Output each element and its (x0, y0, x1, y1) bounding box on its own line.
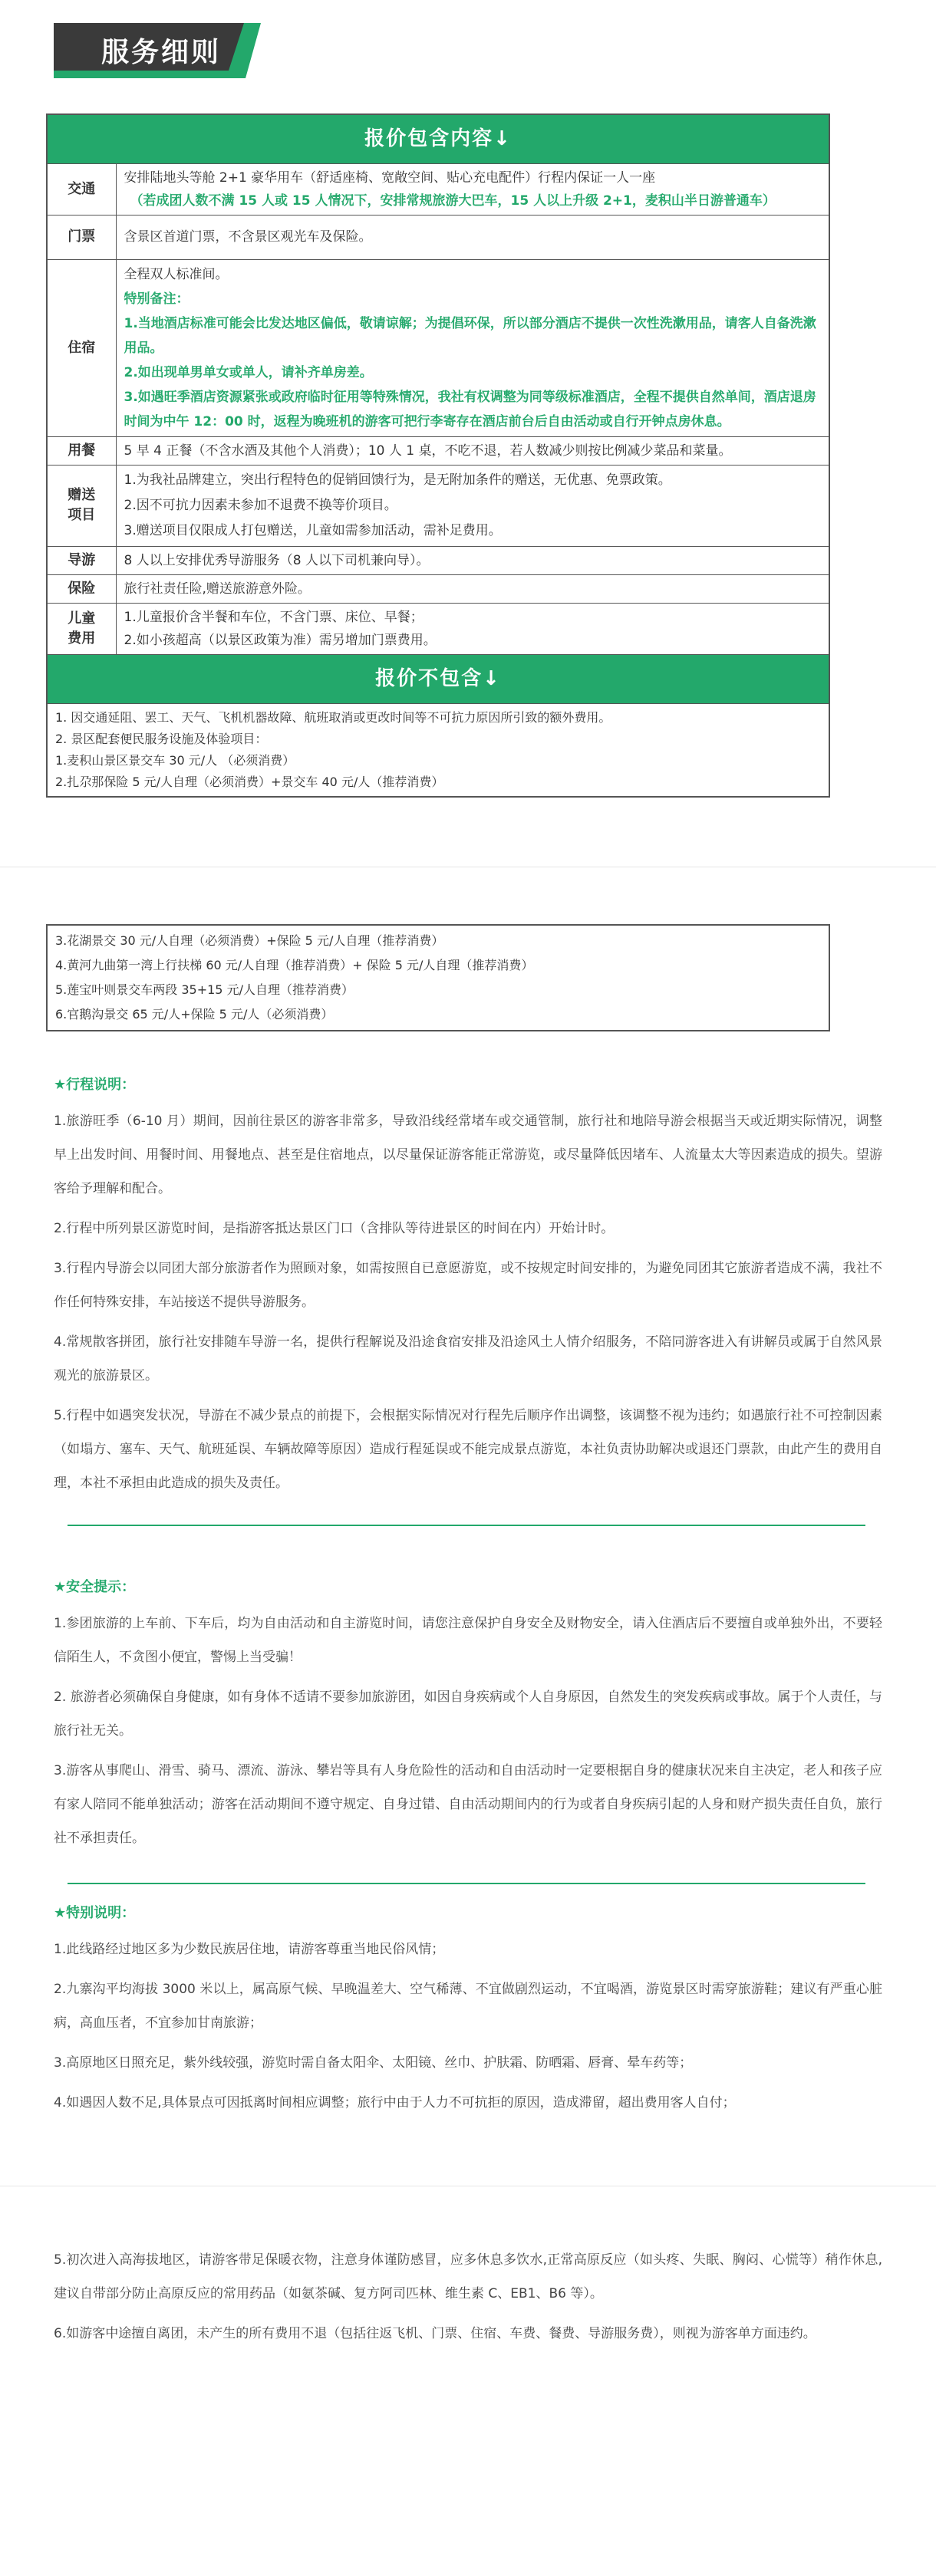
child-line2: 2.如小孩超高（以景区政策为准）需另增加门票费用。 (124, 632, 437, 648)
row-hotel (47, 259, 829, 436)
row-gift (47, 465, 829, 546)
special-p1: 1.此线路经过地区多为少数民族居住地，请游客尊重当地民俗风情； (54, 1942, 445, 1957)
special-p4: 4.如遇因人数不足,具体景点可因抵离时间相应调整；旅行中由于人力不可抗拒的原因，造成滞留，超出费用客人自付； (54, 2095, 736, 2110)
safety-p1: 1.参团旅游的上车前、下车后，均为自由活动和自主游览时间，请您注意保护自身安全及财物安全，请入住酒店后不要擅自或单独外出，不要轻信陌生人，不贪图小便宜，警惕上当受骗！ (54, 1616, 882, 1665)
row-ticket (47, 215, 829, 259)
hotel-note1: 1.当地酒店标准可能会比发达地区偏低，敬请谅解；为提倡环保，所以部分酒店不提供一次性洗漱用品，请客人自备洗漱用品。 (124, 315, 816, 356)
itinerary-p1: 1.旅游旺季（6-10 月）期间，因前往景区的游客非常多，导致沿线经常堵车或交通管制，旅行社和地陪导游会根据当天或近期实际情况，调整早上出发时间、用餐时间、用餐地点、甚至是住宿地点，以尽量保证游客能正常游览，或尽量降低因堵车、人流量太大等因素造成的损失。望游客给予理解和配合。 (54, 1114, 882, 1196)
row-meal (47, 436, 829, 465)
label-ticket: 门票 (47, 215, 116, 259)
gift-line1: 1.为我社品牌建立，突出行程特色的促销回馈行为，是无附加条件的赠送，无优惠、免票政策。 (124, 472, 671, 488)
itinerary-title: ★行程说明： (54, 1077, 136, 1093)
label-child (47, 603, 116, 654)
label-gift-2: 项目 (68, 507, 96, 523)
banner-title: 服务细则 (101, 37, 222, 68)
gift-line2: 2.因不可抗力因素未参加不退费不换等价项目。 (124, 497, 397, 513)
content-insurance: 旅行社责任险,赠送旅游意外险。 (116, 574, 829, 603)
row-exclude (47, 703, 829, 797)
label-child-1: 儿童 (68, 610, 96, 627)
special-title: ★特别说明： (54, 1905, 136, 1921)
box2-line1: 3.花湖景交 30 元/人自理（必须消费）+保险 5 元/人自理（推荐消费） (55, 933, 444, 948)
row-child (47, 603, 829, 654)
safety-p3: 3.游客从事爬山、滑雪、骑马、漂流、游泳、攀岩等具有人身危险性的活动和自由活动时一定要根据自身的健康状况来自主决定，老人和孩子应有家人陪同不能单独活动；游客在活动期间不遵守规定、自身过错、自由活动期间内的行为或者自身疾病引起的人身和财产损失责任自负，旅行社不承担责任。 (54, 1763, 882, 1846)
safety-p2: 2. 旅游者必须确保自身健康，如有身体不适请不要参加旅游团，如因自身疾病或个人自身原因，自然发生的突发疾病或事故。属于个人责任，与旅行社无关。 (54, 1689, 882, 1739)
include-header-row (47, 114, 829, 163)
exclude-line3: 1.麦积山景区景交车 30 元/人 （必须消费） (55, 752, 295, 768)
label-meal: 用餐 (47, 436, 116, 465)
content-exclude (47, 703, 829, 797)
label-hotel: 住宿 (47, 259, 116, 436)
gift-line3: 3.赠送项目仅限成人打包赠送，儿童如需参加活动，需补足费用。 (124, 522, 502, 538)
box2-line2: 4.黄河九曲第一湾上行扶梯 60 元/人自理（推荐消费）+ 保险 5 元/人自理（推荐消费） (55, 958, 534, 972)
row-transport (47, 163, 829, 215)
green-rule-1 (68, 1525, 865, 1526)
special-p6: 6.如游客中途擅自离团，未产生的所有费用不退（包括往返飞机、门票、住宿、车费、餐费、导游服务费），则视为游客单方面违约。 (54, 2326, 816, 2341)
section-safety (54, 1576, 882, 1861)
itinerary-p2: 2.行程中所列景区游览时间，是指游客抵达景区门口（含排队等待进景区的时间在内）开始计时。 (54, 1221, 615, 1236)
hotel-note-title: 特别备注： (124, 291, 190, 307)
content-meal: 5 早 4 正餐（不含水酒及其他个人消费）；10 人 1 桌，不吃不退，若人数减少则按比例减少菜品和菜量。 (116, 436, 829, 465)
content-gift (116, 465, 829, 546)
hotel-note2: 2.如出现单男单女或单人，请补齐单房差。 (124, 364, 373, 380)
row-insurance (47, 574, 829, 603)
exclude-header: 报价不包含↓ (47, 654, 829, 703)
label-insurance: 保险 (47, 574, 116, 603)
content-transport (116, 163, 829, 215)
extra-fees-box (46, 924, 830, 1031)
exclude-header-row (47, 654, 829, 703)
label-transport: 交通 (47, 163, 116, 215)
child-line1: 1.儿童报价含半餐和车位，不含门票、床位、早餐； (124, 609, 424, 625)
include-header: 报价包含内容↓ (47, 114, 829, 163)
hotel-note3: 3.如遇旺季酒店资源紧张或政府临时征用等特殊情况，我社有权调整为同等级标准酒店，全程不提供自然单间，酒店退房时间为中午 12：00 时，返程为晚班机的游客可把行李寄存在酒店前台后自由活动或自行开钟点房休息。 (124, 389, 816, 429)
exclude-line1: 1. 因交通延阻、罢工、天气、飞机机器故障、航班取消或更改时间等不可抗力原因所引致的额外费用。 (55, 709, 611, 725)
section-special-cont (54, 2243, 882, 2357)
label-child-2: 费用 (68, 630, 96, 646)
special-p2: 2.九寨沟平均海拔 3000 米以上，属高原气候、早晚温差大、空气稀薄、不宜做剧烈运动，不宜喝酒，游览景区时需穿旅游鞋；建议有严重心脏病，高血压者，不宜参加甘南旅游； (54, 1982, 882, 2031)
exclude-line4: 2.扎尕那保险 5 元/人自理（必须消费）+景交车 40 元/人（推荐消费） (55, 774, 444, 789)
section-special (54, 1902, 882, 2126)
green-rule-2 (68, 1883, 865, 1884)
price-table (46, 114, 830, 798)
row-guide (47, 546, 829, 574)
itinerary-p3: 3.行程内导游会以同团大部分旅游者作为照顾对象，如需按照自已意愿游览，或不按规定时间安排的，为避免同团其它旅游者造成不满，我社不作任何特殊安排，车站接送不提供导游服务。 (54, 1261, 882, 1310)
content-hotel (116, 259, 829, 436)
box2-line4: 6.官鹅沟景交 65 元/人+保险 5 元/人（必须消费） (55, 1007, 334, 1022)
transport-line2: （若成团人数不满 15 人或 15 人情况下，安排常规旅游大巴车，15 人以上升级 2+1，麦积山半日游普通车） (130, 192, 776, 209)
itinerary-p4: 4.常规散客拼团，旅行社安排随车导游一名，提供行程解说及沿途食宿安排及沿途风土人情介绍服务，不陪同游客进入有讲解员或属于自然风景观光的旅游景区。 (54, 1334, 882, 1383)
special-p3: 3.高原地区日照充足，紫外线较强，游览时需自备太阳伞、太阳镜、丝巾、护肤霜、防晒霜、唇膏、晕车药等； (54, 2055, 693, 2071)
section-banner (54, 23, 261, 78)
content-child (116, 603, 829, 654)
content-ticket: 含景区首道门票，不含景区观光车及保险。 (116, 215, 829, 259)
box2-line3: 5.莲宝叶则景交车两段 35+15 元/人自理（推荐消费） (55, 982, 354, 997)
exclude-line2: 2. 景区配套便民服务设施及体验项目： (55, 731, 268, 746)
label-guide: 导游 (47, 546, 116, 574)
transport-line1: 安排陆地头等舱 2+1 豪华用车（舒适座椅、宽敞空间、贴心充电配件）行程内保证一人一座 (124, 169, 656, 186)
content-guide: 8 人以上安排优秀导游服务（8 人以下司机兼向导）。 (116, 546, 829, 574)
section-itinerary (54, 1074, 882, 1506)
special-p5: 5.初次进入高海拔地区，请游客带足保暖衣物，注意身体谨防感冒，应多休息多饮水,正常高原反应（如头疼、失眠、胸闷、心慌等）稍作休息,建议自带部分防止高原反应的常用药品（如氨茶碱、复方阿司匹林、维生素 C、EB1、B6 等）。 (54, 2252, 882, 2301)
safety-title: ★安全提示： (54, 1579, 136, 1595)
label-gift-1: 赠送 (68, 487, 96, 503)
hotel-line1: 全程双人标准间。 (124, 266, 229, 282)
label-gift (47, 465, 116, 546)
itinerary-p5: 5.行程中如遇突发状况，导游在不减少景点的前提下，会根据实际情况对行程先后顺序作出调整，该调整不视为违约；如遇旅行社不可控制因素（如塌方、塞车、天气、航班延误、车辆故障等原因）造成行程延误或不能完成景点游览，本社负责协助解决或退还门票款，由此产生的费用自理，本社不承担由此造成的损失及责任。 (54, 1408, 882, 1491)
